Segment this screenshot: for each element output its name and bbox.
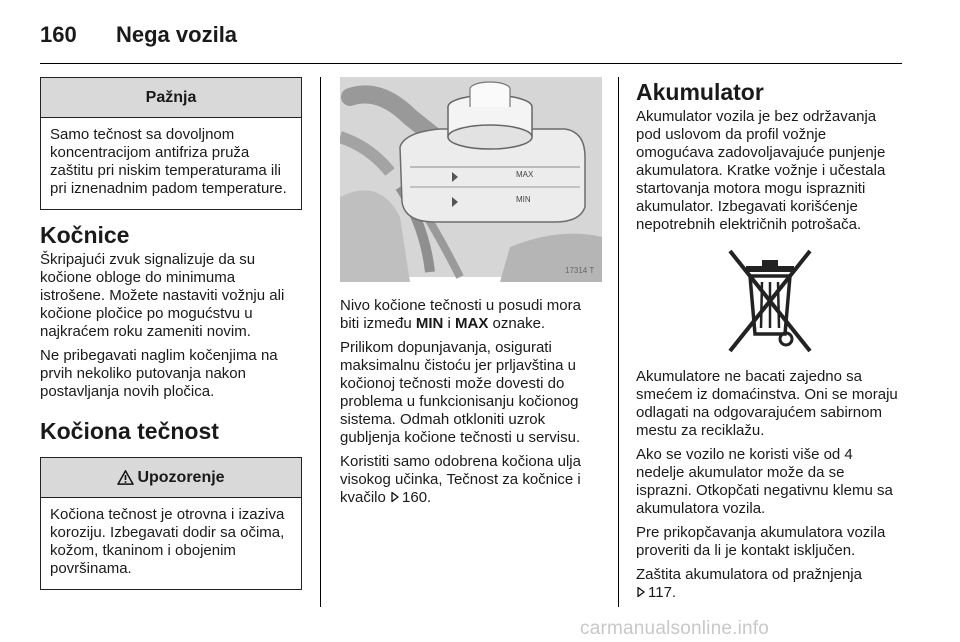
brakes-paragraph-2: Ne pribegavati naglim kočenjima na prvih nekoliko putovanja nakon postavljanja novih pločica.: [40, 347, 278, 400]
warning-triangle-icon: [117, 470, 134, 485]
brake-fluid-reservoir-image: [340, 77, 602, 282]
reservoir-min-mark: MIN: [516, 195, 531, 204]
approved-fluid-text: Koristiti samo odobrena kočiona ulja visokog učinka, Tečnost za kočnice i kvačilo: [340, 453, 581, 506]
reservoir-max-mark: MAX: [516, 170, 534, 179]
battery-paragraph-5: [636, 566, 904, 602]
approved-fluid-page-ref[interactable]: 160.: [402, 489, 432, 506]
brakes-paragraph-1: Škripajući zvuk signalizuje da su kočione obloge do minimuma istrošene. Možete nastaviti vožnju ali kočione pločice po mogućstvu u najkraćem roku zameniti novim.: [40, 251, 285, 340]
fluid-level-text-2: oznake.: [488, 315, 546, 332]
page-number: 160: [40, 22, 77, 47]
fluid-level-and: i: [443, 315, 456, 332]
header-rule: [40, 63, 902, 64]
right-column: [636, 77, 904, 602]
fluid-level-min: MIN: [415, 315, 444, 332]
battery-paragraph-2: Akumulatore ne bacati zajedno sa smećem iz domaćinstva. Oni se moraju odlagati na odgovarajućem sabirnom mestu za reciklažu.: [636, 368, 898, 439]
fluid-level-max: MAX: [455, 315, 489, 332]
image-code: 17314 T: [565, 266, 595, 275]
fluid-level-text-1: Nivo kočione tečnosti u posudi mora biti između: [340, 297, 581, 332]
column-divider-left: [320, 77, 321, 607]
watermark: carmanualsonline.info: [580, 618, 770, 639]
section-heading-battery: Akumulator: [636, 79, 764, 105]
fluid-level-paragraph: [340, 297, 602, 333]
caution-box: [40, 77, 302, 210]
battery-protection-page-ref[interactable]: 117.: [648, 584, 677, 601]
warning-text: Kočiona tečnost je otrovna i izaziva koroziju. Izbegavati dodir sa očima, kožom, tkaninom i obojenim površinama.: [50, 506, 285, 577]
column-divider-right: [618, 77, 619, 607]
battery-protection-text: Zaštita akumulatora od pražnjenja: [636, 566, 862, 583]
left-column: [40, 77, 302, 590]
warning-box: [40, 457, 302, 590]
crossed-out-wheelie-bin-icon: [720, 246, 820, 356]
approved-fluid-paragraph: [340, 453, 602, 507]
section-heading-brake-fluid: Kočiona tečnost: [40, 418, 219, 444]
section-heading-brakes: Kočnice: [40, 222, 130, 248]
warning-title: Upozorenje: [137, 468, 225, 486]
battery-paragraph-1: Akumulator vozila je bez održavanja pod uslovom da profil vožnje omogućava zadovoljavajuće punjenje akumulatora. Kratke vožnje i učestala startovanja motora mogu isprazniti akumulator. Izbegavati korišćenje nepotrebnih električnih potrošača.: [636, 108, 886, 233]
refill-paragraph: Prilikom dopunjavanja, osigurati maksimalnu čistoću jer prljavština u kočionoj tečnosti može dovesti do problema u funkcionisanju kočionog sistema. Odmah otkloniti uzrok gubljenja kočione tečnosti u servisu.: [340, 339, 581, 446]
page-title: Nega vozila: [116, 22, 238, 47]
battery-paragraph-3: Ako se vozilo ne koristi više od 4 nedelje akumulator može da se isprazni. Otkopčati negativnu klemu sa akumulatora vozila.: [636, 446, 893, 517]
caution-title: Pažnja: [41, 78, 301, 118]
warning-header: [41, 458, 301, 498]
page-reference-arrow-icon: [636, 586, 646, 598]
page-header: [40, 22, 237, 52]
caution-text: Samo tečnost sa dovoljnom koncentracijom antifriza pruža zaštitu pri niskim temperaturama ili pri iznenadnim padom temperature.: [50, 126, 287, 197]
middle-column: [340, 77, 602, 507]
page-reference-arrow-icon: [390, 491, 400, 503]
battery-paragraph-4: Pre prikopčavanja akumulatora vozila proveriti da li je kontakt isključen.: [636, 524, 886, 559]
